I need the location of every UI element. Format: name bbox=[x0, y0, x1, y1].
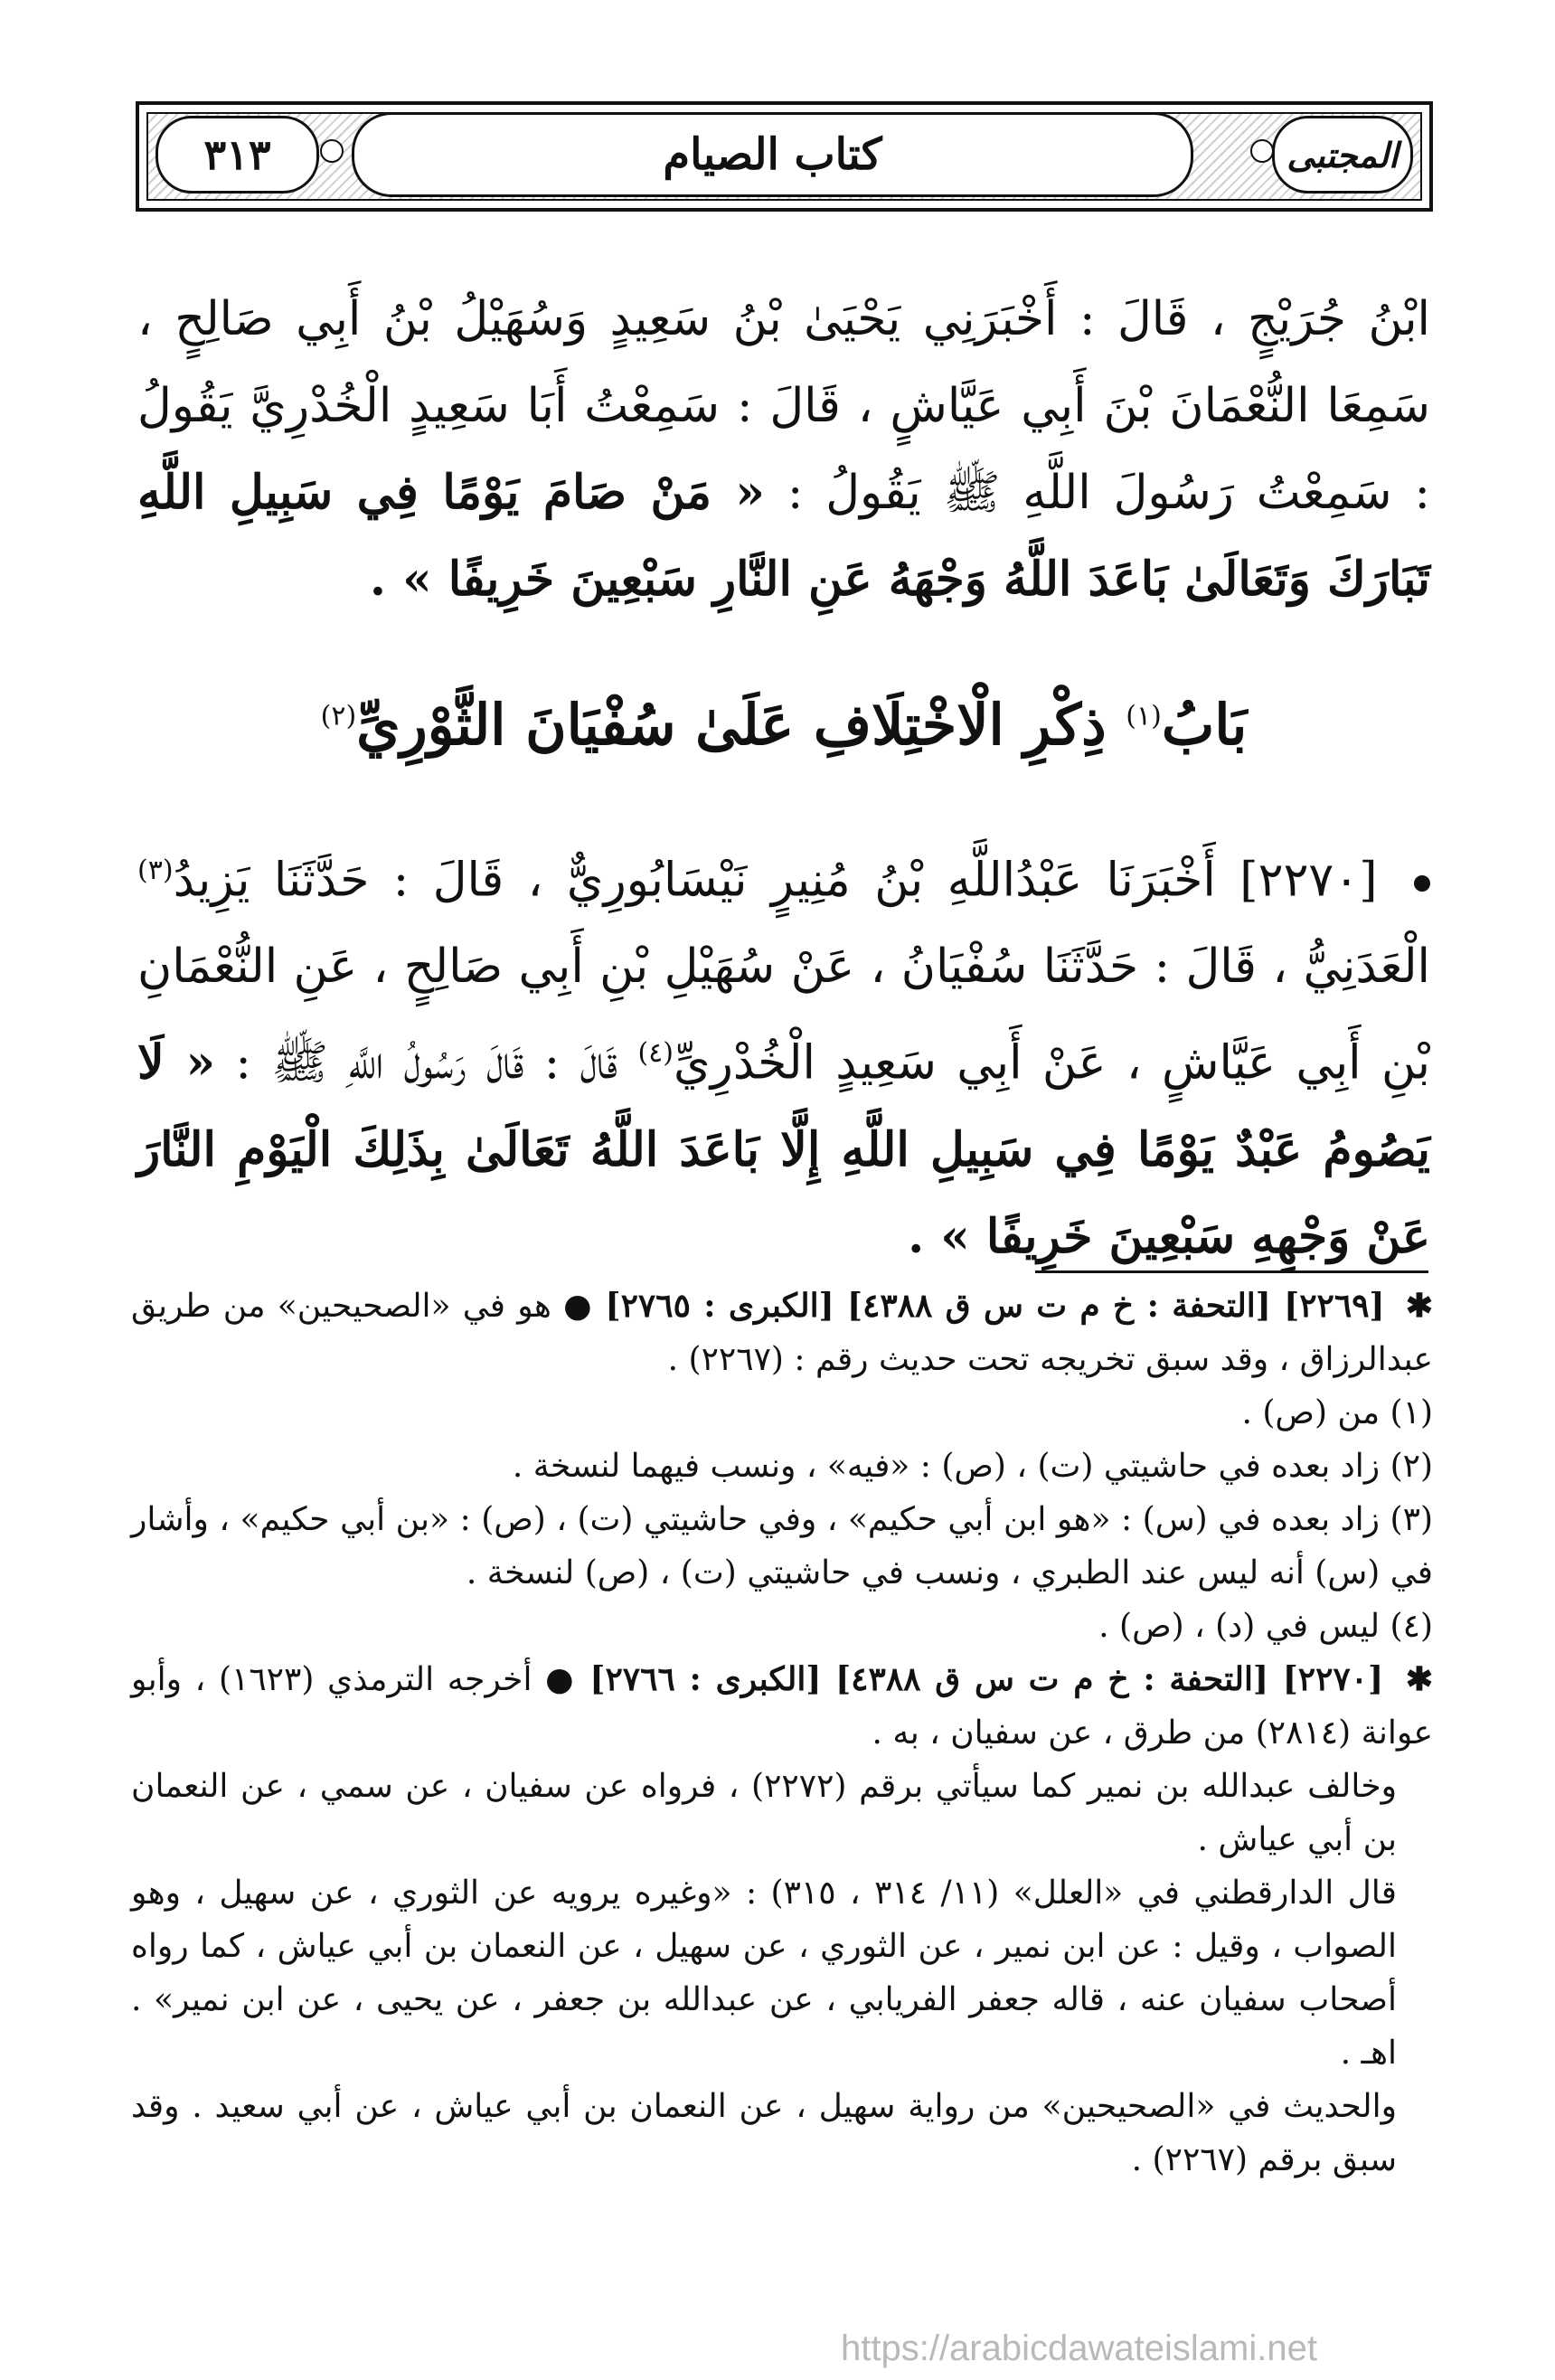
note-2270-paragraph: وخالف عبدالله بن نمير كما سيأتي برقم (٢٢٧٢) ، فرواه عن سفيان ، عن سمي ، عن النعمان بن أبي عياش . bbox=[131, 1768, 1397, 1858]
hadith-2269-isnad: ابْنُ جُرَيْجٍ ، قَالَ : أَخْبَرَنِي يَحْيَىٰ بْنُ سَعِيدٍ وَسُهَيْلُ بْنُ أَبِي صَالِحٍ ، سَمِعَا النُّعْمَانَ بْنَ أَبِي عَيَّاشٍ ، قَالَ : سَمِعْتُ أَبَا سَعِيدٍ الْخُدْرِيَّ يَقُولُ : سَمِعْتُ رَسُولَ اللَّهِ ﷺ يَقُولُ : bbox=[137, 292, 1431, 520]
note-2270 bbox=[131, 1653, 1433, 1760]
footnote-divider bbox=[1035, 1270, 1428, 1273]
note-2270-ref: [٢٢٧٠] [التحفة : خ م ت س ق ٤٣٨٨] [الكبرى : ٢٧٦٦] bbox=[589, 1660, 1384, 1698]
hadith-2270-text bbox=[137, 827, 1430, 1280]
asterisk-icon: ✱ bbox=[1405, 1287, 1434, 1325]
book-logo: المجتبى bbox=[1286, 134, 1399, 175]
book-logo-cartouche bbox=[1272, 116, 1413, 194]
header-title-cartouche bbox=[352, 112, 1193, 197]
bullet-icon bbox=[1414, 875, 1430, 892]
note-2269 bbox=[131, 1280, 1433, 1386]
footnote-ref-2: (٢) bbox=[320, 700, 357, 732]
page-number-cartouche bbox=[156, 116, 319, 194]
note-2270-paragraph: والحديث في «الصحيحين» من رواية سهيل ، عن النعمان بن أبي عياش ، عن أبي سعيد . وقد سبق برقم (٢٢٦٧) . bbox=[131, 2088, 1397, 2178]
ornament-knot-icon bbox=[320, 139, 344, 163]
chapter-heading-bab: بَابُ bbox=[1161, 692, 1248, 758]
hadith-2270-matn: « لَا يَصُومُ عَبْدٌ يَوْمًا فِي سَبِيلِ اللَّهِ إِلَّا بَاعَدَ اللَّهُ تَعَالَىٰ بِذَلِكَ الْيَوْمِ النَّارَ عَنْ وَجْهِهِ سَبْعِينَ خَرِيفًا » . bbox=[137, 1034, 1430, 1264]
footnote-ref-1: (١) bbox=[1126, 700, 1162, 732]
footnote-ref-4: (٤) bbox=[637, 1037, 674, 1070]
hadith-2269-text bbox=[137, 276, 1430, 623]
note-2270-text: ● أخرجه الترمذي (١٦٢٣) ، وأبو عوانة (٢٨١٤) من طرق ، عن سفيان ، به . bbox=[131, 1661, 1433, 1752]
footnote-ref-3: (٣) bbox=[137, 855, 174, 886]
note-2269-ref: [٢٢٦٩] [التحفة : خ م ت س ق ٤٣٨٨] [الكبرى : ٢٧٦٥] bbox=[605, 1287, 1385, 1325]
hadith-number: [٢٢٧٠] bbox=[1239, 853, 1378, 908]
note-2270-paragraph: قال الدارقطني في «العلل» (١١/ ٣١٤ ، ٣١٥) : «وغيره يرويه عن الثوري ، عن سهيل ، وهو الصواب ، وقيل : عن ابن نمير ، عن الثوري ، عن سهيل ، عن النعمان بن أبي عياش ، كما رواه أصحاب سفيان عنه ، قاله جعفر الفريابي ، عن عبدالله بن جعفر ، عن يحيى ، عن ابن نمير» . اهـ . bbox=[131, 1875, 1397, 2072]
watermark: https://arabicdawateislami.net bbox=[841, 2328, 1317, 2368]
footnote-3: (٣) زاد بعده في (س) : «هو ابن أبي حكيم» ، وفي حاشيتي (ت) ، (ص) : «بن أبي حكيم» ، وأشار في (س) أنه ليس عند الطبري ، ونسب في حاشيتي (ت) ، (ص) لنسخة . bbox=[131, 1501, 1433, 1591]
chapter-heading-text: ذِكْرِ الْاخْتِلَافِ عَلَىٰ سُفْيَانَ الثَّوْرِيِّ bbox=[356, 692, 1107, 758]
page-header bbox=[136, 101, 1433, 212]
chapter-heading bbox=[137, 692, 1430, 758]
footnote-4: (٤) ليس في (د) ، (ص) . bbox=[1098, 1608, 1433, 1645]
hadith-2270-prophet-saying: قَالَ : قَالَ رَسُولُ اللَّهِ ﷺ : bbox=[235, 1035, 618, 1091]
hadith-2270-isnad: الْعَدَنِيُّ ، قَالَ : حَدَّثَنَا سُفْيَانُ ، عَنْ سُهَيْلِ بْنِ أَبِي صَالِحٍ ، عَنِ النُّعْمَانِ بْنِ أَبِي عَيَّاشٍ ، عَنْ أَبِي سَعِيدٍ الْخُدْرِيِّ bbox=[137, 940, 1431, 1091]
note-2269-text: ● هو في «الصحيحين» من طريق عبدالرزاق ، وقد سبق تخريجه تحت حديث رقم : (٢٢٦٧) . bbox=[131, 1288, 1433, 1378]
footnote-2: (٢) زاد بعده في حاشيتي (ت) ، (ص) : «فيه» ، ونسب فيهما لنسخة . bbox=[512, 1448, 1433, 1485]
header-title: كتاب الصيام bbox=[663, 129, 882, 180]
hadith-2269-matn: « مَنْ صَامَ يَوْمًا فِي سَبِيلِ اللَّهِ تَبَارَكَ وَتَعَالَىٰ بَاعَدَ اللَّهُ وَجْهَهُ عَنِ النَّارِ سَبْعِينَ خَرِيفًا » . bbox=[137, 465, 1430, 607]
hadith-2270-intro: أَخْبَرَنَا عَبْدُاللَّهِ بْنُ مُنِيرٍ نَيْسَابُورِيٌّ ، قَالَ : حَدَّثَنَا يَزِيدُ bbox=[173, 853, 1216, 908]
footnote-1: (١) من (ص) . bbox=[1241, 1394, 1433, 1431]
asterisk-icon: ✱ bbox=[1405, 1660, 1433, 1698]
footnotes bbox=[131, 1280, 1433, 2186]
ornament-knot-icon bbox=[1250, 139, 1274, 163]
page-number: ٣١٣ bbox=[203, 130, 271, 179]
